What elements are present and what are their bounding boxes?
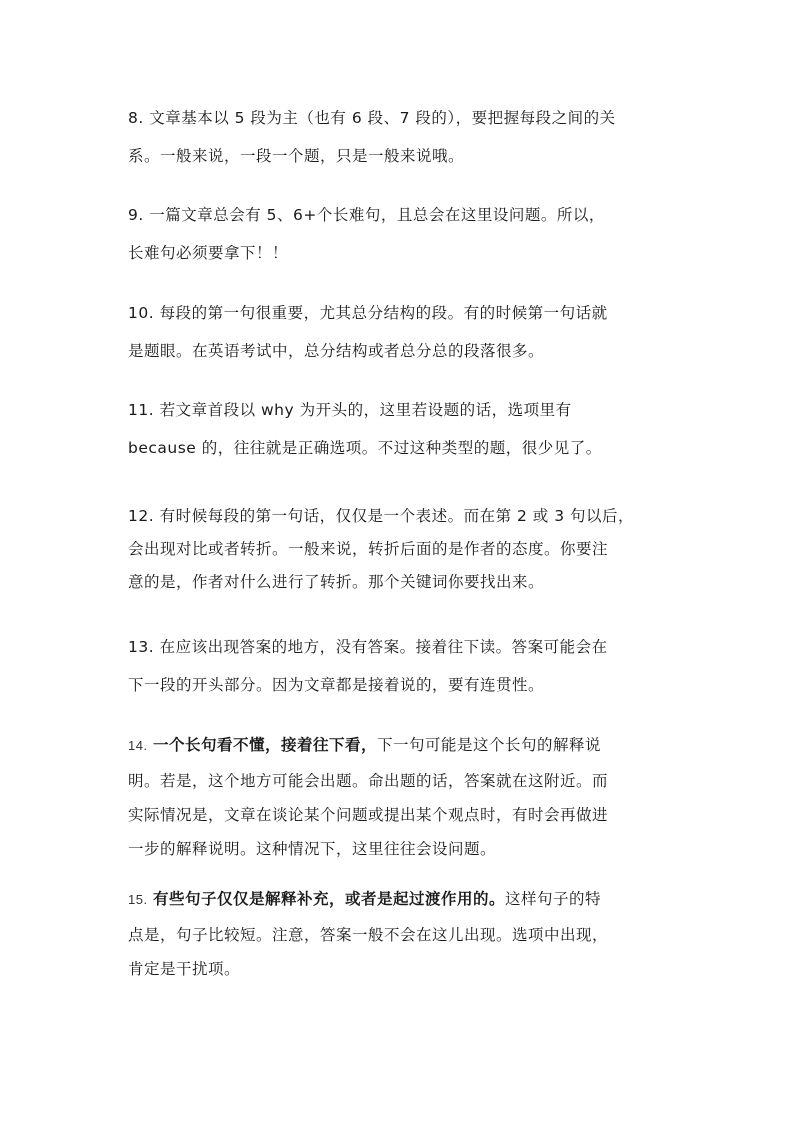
bold-emphasis: 有些句子仅仅是解释补充，或者是起过渡作用的。 (153, 890, 506, 908)
paragraph-text: 下一句可能是这个长句的解释说 (377, 736, 602, 754)
paragraph-first-line (128, 880, 673, 918)
paragraph-line: 一步的解释说明。这种情况下，这里往往会设问题。 (128, 840, 497, 858)
paragraph-first-line (128, 726, 673, 764)
bold-emphasis: 一个长句看不懂，接着往下看， (153, 736, 378, 754)
paragraph-text: 这样句子的特 (505, 890, 602, 908)
paragraph-line: 13. 在应该出现答案的地方，没有答案。接着往下读。答案可能会在 (128, 638, 608, 656)
paragraph-number: 15. (128, 892, 148, 907)
paragraph-line: 12. 有时候每段的第一句话，仅仅是一个表述。而在第 2 或 3 句以后， (128, 507, 635, 525)
paragraph-8 (128, 99, 673, 175)
paragraph-line: 点是，句子比较短。注意，答案一般不会在这儿出现。选项中出现， (128, 926, 609, 944)
paragraph-line: 是题眼。在英语考试中，总分结构或者总分总的段落很多。 (128, 342, 545, 360)
paragraph-11 (128, 391, 673, 467)
paragraph-line: because 的，往往就是正确选项。不过这种类型的题，很少见了。 (128, 439, 602, 457)
paragraph-line: 8. 文章基本以 5 段为主（也有 6 段、7 段的），要把握每段之间的关 (128, 109, 616, 127)
paragraph-15 (128, 880, 673, 986)
paragraph-line: 意的是，作者对什么进行了转折。那个关键词你要找出来。 (128, 573, 545, 591)
paragraph-line: 9. 一篇文章总会有 5、6+个长难句，且总会在这里设问题。所以， (128, 206, 605, 224)
paragraph-line: 11. 若文章首段以 why 为开头的，这里若设题的话，选项里有 (128, 401, 572, 419)
paragraph-line: 明。若是，这个地方可能会出题。命出题的话，答案就在这附近。而 (128, 772, 609, 790)
paragraph-12 (128, 500, 673, 599)
paragraph-line: 实际情况是，文章在谈论某个问题或提出某个观点时，有时会再做进 (128, 806, 609, 824)
paragraph-line: 10. 每段的第一句很重要，尤其总分结构的段。有的时候第一句话就 (128, 304, 608, 322)
paragraph-line: 长难句必须要拿下！！ (128, 244, 289, 262)
paragraph-line: 肯定是干扰项。 (128, 960, 241, 978)
paragraph-line: 会出现对比或者转折。一般来说，转折后面的是作者的态度。你要注 (128, 540, 609, 558)
paragraph-10 (128, 294, 673, 370)
paragraph-9 (128, 196, 673, 272)
paragraph-13 (128, 628, 673, 704)
paragraph-line: 系。一般来说，一段一个题，只是一般来说哦。 (128, 147, 465, 165)
paragraph-14 (128, 726, 673, 866)
paragraph-number: 14. (128, 738, 148, 753)
paragraph-line: 下一段的开头部分。因为文章都是接着说的，要有连贯性。 (128, 676, 545, 694)
